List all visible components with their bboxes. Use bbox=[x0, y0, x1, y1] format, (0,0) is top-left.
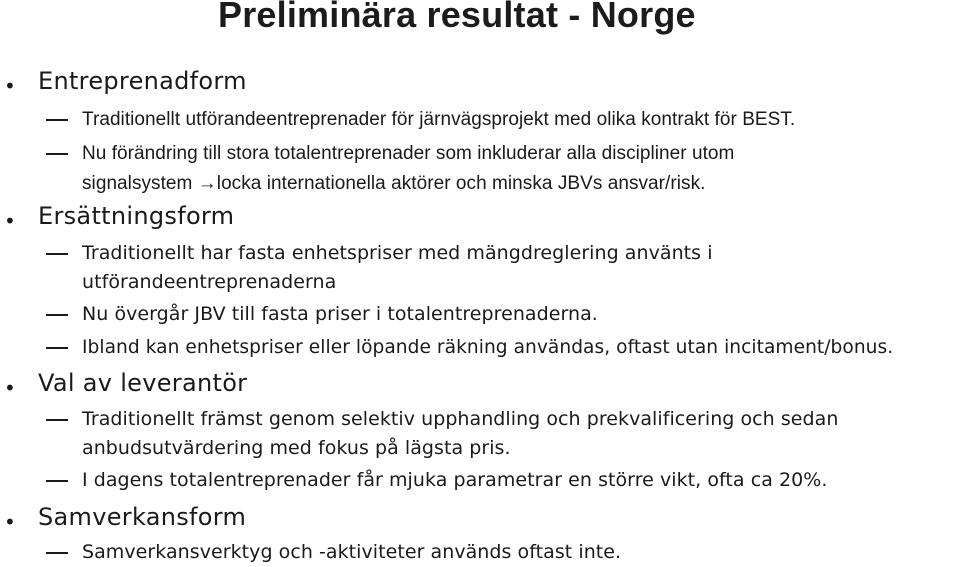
list-item-line: signalsystem →locka internationella aktörer och minska JBVs ansvar/risk. bbox=[82, 173, 706, 194]
list-item-line: Traditionellt utförandeentreprenader för järnvägsprojekt med olika kontrakt för BEST. bbox=[82, 109, 796, 130]
list-item-line: I dagens totalentreprenader får mjuka parametrar en större vikt, ofta ca 20%. bbox=[82, 469, 828, 491]
dash-icon bbox=[46, 153, 68, 155]
list-item-line: Nu förändring till stora totalentreprenader som inkluderar alla discipliner utom bbox=[82, 143, 735, 164]
bullet-dot-icon: • bbox=[4, 510, 16, 534]
dash-icon bbox=[46, 119, 68, 121]
list-item-line: Traditionellt har fasta enhetspriser med mängdreglering använts i bbox=[82, 242, 713, 264]
list-item-line: Ibland kan enhetspriser eller löpande räkning användas, oftast utan incitament/bonus. bbox=[82, 337, 894, 358]
bullet-dot-icon: • bbox=[4, 376, 16, 400]
dash-icon bbox=[46, 480, 68, 482]
dash-icon bbox=[46, 347, 68, 349]
list-item-line: Nu övergår JBV till fasta priser i totalentreprenaderna. bbox=[82, 303, 598, 325]
list-item-line: Samverkansverktyg och -aktiviteter används oftast inte. bbox=[82, 541, 622, 563]
list-item-line: Traditionellt främst genom selektiv upphandling och prekvalificering och sedan bbox=[82, 408, 839, 430]
section-heading: Entreprenadform bbox=[38, 67, 247, 95]
section-heading: Ersättningsform bbox=[38, 202, 235, 230]
section-heading: Samverkansform bbox=[38, 503, 247, 531]
dash-icon bbox=[46, 253, 68, 255]
section-heading: Val av leverantör bbox=[38, 369, 248, 397]
dash-icon bbox=[46, 419, 68, 421]
dash-icon bbox=[46, 552, 68, 554]
bullet-dot-icon: • bbox=[4, 209, 16, 233]
dash-icon bbox=[46, 314, 68, 316]
bullet-dot-icon: • bbox=[4, 74, 16, 98]
slide-title: Preliminära resultat - Norge bbox=[218, 0, 696, 35]
list-item-line: anbudsutvärdering med fokus på lägsta pris. bbox=[82, 437, 511, 459]
list-item-line: utförandeentreprenaderna bbox=[82, 271, 337, 293]
